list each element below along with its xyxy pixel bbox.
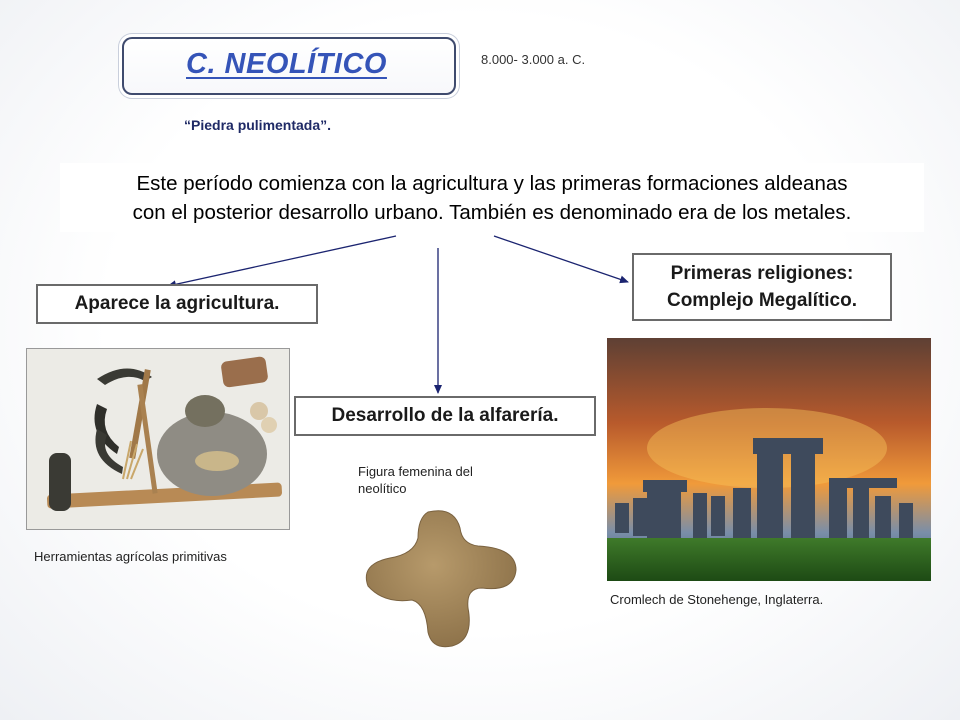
- religion-line-2: Complejo Megalítico.: [666, 290, 858, 311]
- date-range: 8.000- 3.000 a. C.: [481, 52, 586, 67]
- agriculture-box: Aparece la agricultura.: [36, 284, 318, 324]
- religion-line-1: Primeras religiones:: [670, 263, 854, 284]
- stonehenge-caption: Cromlech de Stonehenge, Inglaterra.: [610, 592, 824, 607]
- female-figure-image: [356, 500, 526, 660]
- tools-image: [26, 348, 290, 530]
- slide-title[interactable]: C. NEOLÍTICO: [186, 48, 387, 80]
- stonehenge-image: [607, 338, 931, 581]
- arrow-to-agriculture: [168, 236, 396, 286]
- figure-caption-line-1: Figura femenina del: [358, 464, 473, 479]
- arrow-to-religion: [494, 236, 628, 282]
- figure-caption-line-2: neolítico: [358, 481, 407, 496]
- intro-line-2: con el posterior desarrollo urbano. También es denominado era de los metales.: [132, 200, 852, 224]
- figure-caption: [358, 463, 518, 497]
- religion-box: [632, 253, 892, 321]
- subtitle: “Piedra pulimentada”.: [184, 117, 332, 133]
- tools-caption: Herramientas agrícolas primitivas: [34, 549, 227, 564]
- intro-line-1: Este período comienza con la agricultura y las primeras formaciones aldeanas: [136, 171, 848, 195]
- pottery-box: Desarrollo de la alfarería.: [294, 396, 596, 436]
